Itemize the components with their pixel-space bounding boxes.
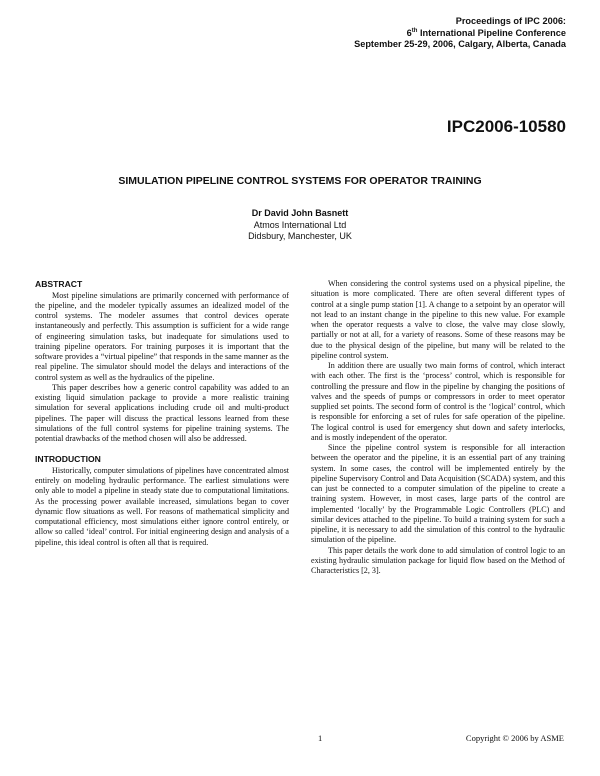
author-location: Didsbury, Manchester, UK [248,231,352,241]
abstract-heading: ABSTRACT [35,279,83,289]
page-number: 1 [318,733,323,743]
introduction-paragraph-1: Historically, computer simulations of pipelines have concentrated almost entirely on modeling hydraulic performance. The earliest simulations were only able to model a pipeline in steady state due to computational limitations. As the processing power available increased, simulations began to cover dynamic flow situations as well. For reasons of mathematical simplicity and computational efficiency, most simulations either ignore control entirely, or allow so called ‘ideal’ control. For initial engineering design and analysis of a pipeline, this ideal control is often all that is required. [35,465,289,547]
right-column [311,279,565,576]
conference-number: 6 [406,27,412,38]
body-paragraph-2: In addition there are usually two main forms of control, which interact with each other. The first is the ‘process’ control, which is responsible for controlling the pressure and flow in the pipeline by changing the positions of valves and the speeds of pumps or compressors in order to meet operator supplied set points. The second form of control is the ‘logical’ control, which is responsible for enforcing a set of rules for safe operation of the pipeline. The logical control is used for emergency shut down and safety interlocks, and is mostly independent of the operator. [311,361,565,442]
copyright-notice: Copyright © 2006 by ASME [465,733,564,743]
conference-ordinal: th [411,27,418,34]
author-block [0,208,600,243]
conference-line [354,28,566,40]
proceedings-header [354,16,566,51]
abstract-paragraph-1: Most pipeline simulations are primarily concerned with performance of the pipeline, and the modeler typically assumes an idealized model of the control systems. The modeler assumes that control devices operate instantaneously and perfectly. This assumption is sufficient for a wide range of engineering simulation tasks, but inadequate for simulations used to training pipeline operators. For training purposes it is important that the software provides a “virtual pipeline” that responds in the same manner as the real pipeline. The simulator should model the delays and interactions of the control system as well as the hydraulics of the pipeline. [35,290,289,382]
body-paragraph-1: When considering the control systems used on a physical pipeline, the situation is more complicated. There are often several different types of control at a single pump station [1]. A change to a setpoint by an operator will not lead to an instant change in the pipeline to this new value. For example when the operator requests a valve to close, the valve may close slowly, partially or not at all, for a variety of reasons. Some of these reasons may be due to the physical design of the pipeline, but many will be related to the pipeline control system. [311,279,565,360]
author-name: Dr David John Basnett [251,208,349,218]
introduction-heading: INTRODUCTION [35,454,101,465]
conference-name: International Pipeline Conference [417,27,566,38]
author-affiliation: Atmos International Ltd [253,219,347,230]
paper-title: SIMULATION PIPELINE CONTROL SYSTEMS FOR OPERATOR TRAINING [118,175,482,187]
conference-dates: September 25-29, 2006, Calgary, Alberta, Canada [354,39,566,49]
abstract-paragraph-2: This paper describes how a generic control capability was added to an existing liquid simulation package to provide a more realistic training simulation for several applications including crude oil and multi-product pipelines. The paper will discuss the practical lessons learned from these simulations of the full control systems for pipeline training systems. The potential drawbacks of the method chosen will also be addressed. [35,382,289,443]
proceedings-line: Proceedings of IPC 2006: [455,16,566,26]
left-column [35,279,289,548]
body-paragraph-3: Since the pipeline control system is responsible for all interaction between the operator and the pipeline, it is an essential part of any training system. In some cases, the control will be implemented entirely by the pipeline Supervisory Control and Data Acquisition (SCADA) system, and this can just be connected to a computer simulation of the pipeline to create a training system. However, in most cases, large parts of the control are implemented ‘locally’ by the Programmable Logic Controllers (PLC) and similar devices attached to the pipeline. To build a training system for such a pipeline, it is necessary to add the simulation of this control to the hydraulic simulation of the pipeline. [311,443,565,545]
paper-id: IPC2006-10580 [446,117,566,136]
body-paragraph-4: This paper details the work done to add simulation of control logic to an existing hydraulic simulation package for liquid flow based on the Method of Characteristics [2, 3]. [311,545,565,575]
